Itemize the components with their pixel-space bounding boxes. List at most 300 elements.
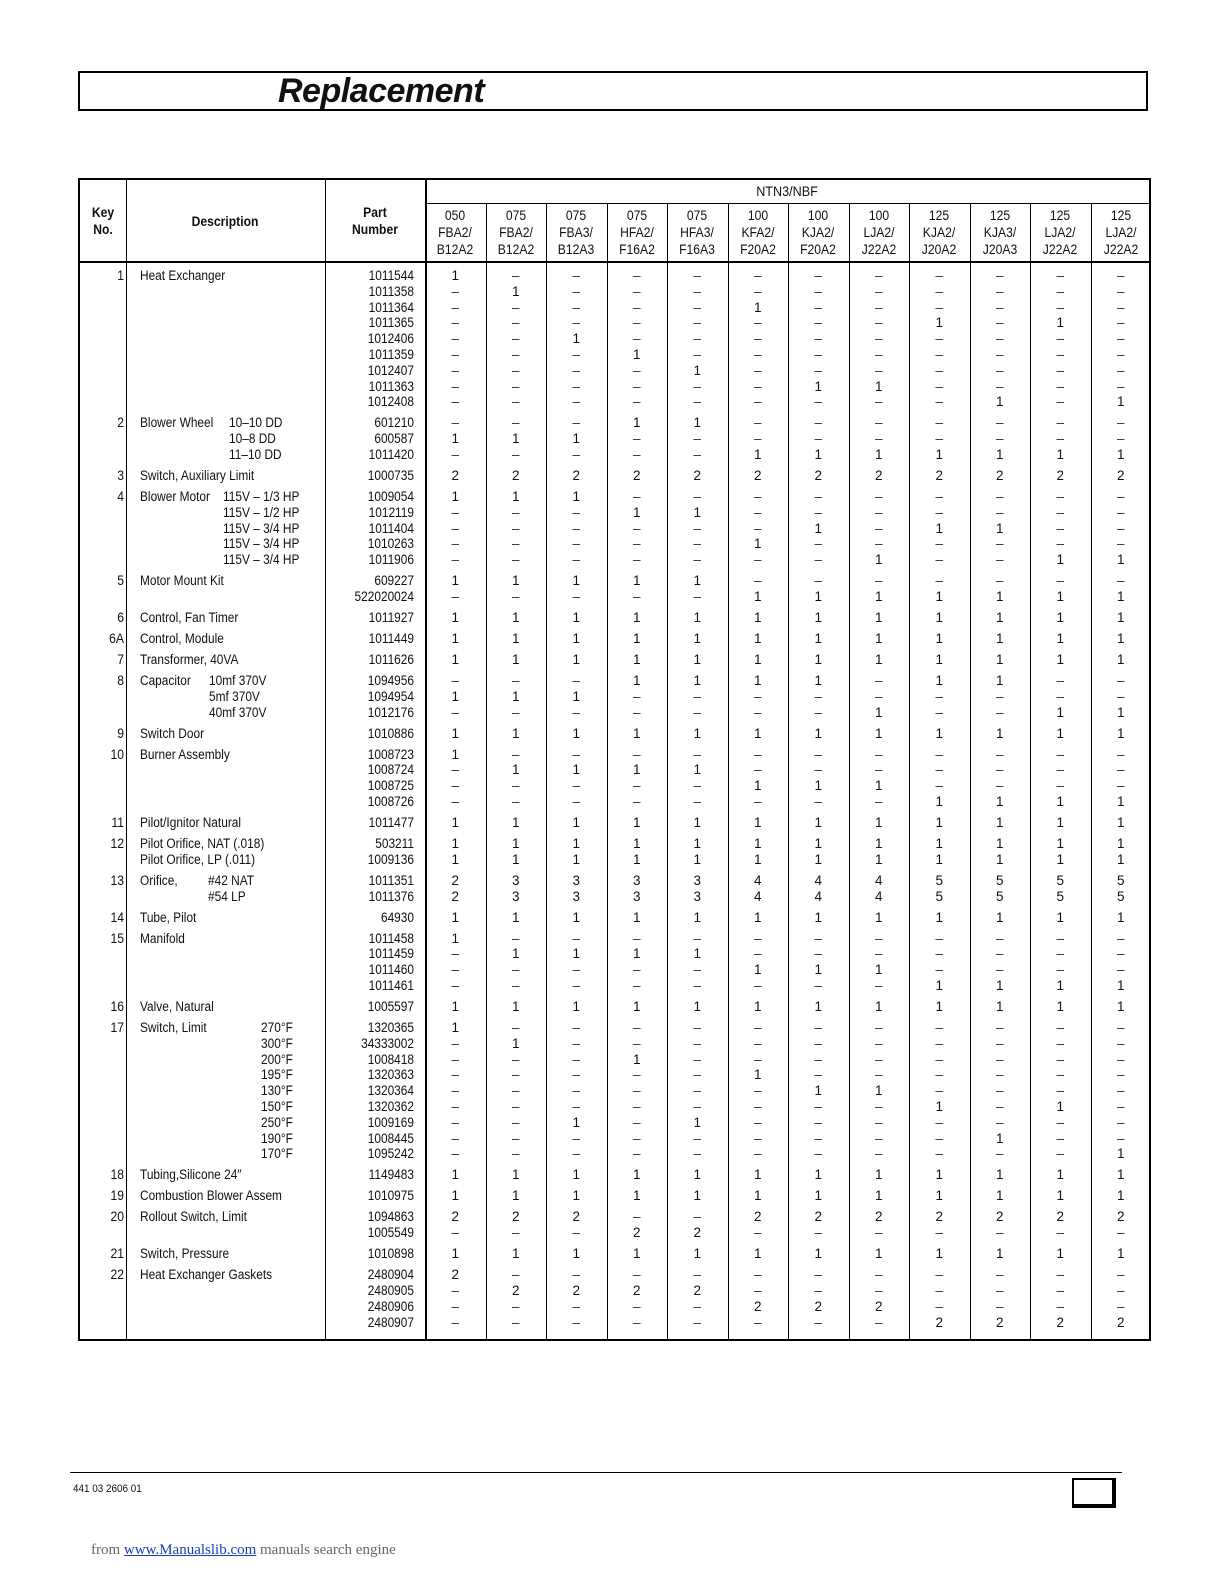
quantity-cell: –	[874, 347, 883, 362]
quantity-cell: 1	[1056, 652, 1064, 667]
quantity-cell: –	[874, 978, 883, 993]
quantity-cell: 1	[874, 589, 883, 604]
key-number: 13	[110, 872, 124, 888]
quantity-cell: –	[995, 378, 1004, 394]
quantity-cell: 1	[753, 778, 762, 794]
quantity-cell: 1	[693, 652, 701, 667]
quantity-cell: 1	[753, 815, 762, 830]
quantity-cell: –	[511, 1146, 520, 1162]
quantity-cell: 1	[511, 573, 520, 589]
model-header-line: LJA2/	[1044, 225, 1076, 240]
quantity-cell: –	[1116, 746, 1125, 762]
quantity-cell: –	[1056, 431, 1064, 447]
quantity-cell: 2	[572, 468, 580, 483]
part-description: Manifold	[140, 930, 185, 946]
quantity-cell: 1	[753, 652, 762, 667]
part-number: 1005549	[367, 1225, 414, 1241]
part-variant-label: 250°F	[261, 1114, 293, 1130]
key-number: 16	[110, 999, 124, 1014]
quantity-cell: –	[511, 415, 520, 431]
quantity-cell: –	[511, 1083, 520, 1099]
part-variant-label: Pilot Orifice, LP (.011)	[140, 851, 256, 867]
quantity-cell: –	[1056, 1035, 1064, 1051]
quantity-cell: –	[995, 1083, 1004, 1099]
quantity-cell: –	[874, 1283, 883, 1298]
quantity-cell: –	[874, 1067, 883, 1083]
quantity-cell: 3	[632, 888, 641, 904]
quantity-cell: 1	[935, 589, 943, 604]
part-number: 522020024	[354, 589, 414, 604]
quantity-cell: 1	[814, 851, 822, 867]
source-prefix: from	[91, 1542, 121, 1558]
quantity-cell: –	[451, 1146, 459, 1162]
quantity-cell: 1	[511, 762, 520, 778]
quantity-cell: 1	[511, 836, 520, 851]
quantity-cell: 2	[995, 1209, 1004, 1225]
quantity-cell: –	[995, 1146, 1004, 1162]
quantity-cell: 2	[995, 468, 1004, 483]
quantity-cell: 1	[511, 283, 520, 299]
quantity-cell: –	[451, 1035, 459, 1051]
part-variant-label: 300°F	[261, 1035, 293, 1051]
key-number: 9	[117, 725, 124, 741]
quantity-cell: 1	[693, 362, 701, 378]
quantity-cell: 1	[1056, 978, 1064, 993]
model-column-header	[489, 207, 543, 258]
quantity-cell: –	[572, 1130, 580, 1146]
quantity-cell: –	[451, 552, 459, 568]
part-number: 1094956	[367, 673, 414, 688]
quantity-cell: 2	[451, 872, 459, 888]
quantity-cell: 2	[874, 1298, 883, 1314]
quantity-cell: –	[814, 1225, 822, 1241]
quantity-cell: –	[632, 362, 641, 378]
part-number: 1011626	[368, 652, 414, 667]
quantity-cell: –	[814, 299, 822, 315]
quantity-cell: –	[1116, 378, 1125, 394]
quantity-cell: –	[511, 778, 520, 794]
part-description: Tubing,Silicone 24″	[140, 1167, 242, 1183]
quantity-cell: –	[572, 746, 580, 762]
quantity-cell: 2	[874, 468, 883, 483]
model-header-line: J22A2	[1043, 242, 1078, 257]
quantity-cell: –	[693, 268, 701, 283]
quantity-cell: –	[874, 946, 883, 962]
quantity-cell: 1	[451, 725, 459, 741]
manualslib-link[interactable]: www.Manualslib.com	[123, 1542, 257, 1558]
quantity-cell: 1	[632, 610, 641, 625]
model-header-line: 075	[626, 208, 647, 223]
quantity-cell: 1	[995, 447, 1004, 462]
quantity-cell: –	[753, 552, 762, 568]
quantity-cell: 1	[632, 851, 641, 867]
quantity-cell: –	[693, 1051, 701, 1067]
quantity-cell: –	[632, 299, 641, 315]
quantity-cell: 1	[874, 652, 883, 667]
part-number: 1011459	[368, 946, 414, 962]
quantity-cell: 1	[935, 794, 943, 809]
quantity-cell: –	[814, 347, 822, 362]
quantity-cell: 1	[995, 794, 1004, 809]
part-number: 1011906	[368, 552, 414, 568]
quantity-cell: 1	[995, 909, 1004, 925]
quantity-cell: –	[632, 1067, 641, 1083]
quantity-cell: –	[874, 489, 883, 504]
quantity-cell: 1	[693, 851, 701, 867]
quantity-cell: –	[753, 1146, 762, 1162]
quantity-cell: 1	[693, 762, 701, 778]
quantity-cell: 1	[874, 851, 883, 867]
model-header-line: J22A2	[861, 242, 896, 257]
quantity-cell: 1	[874, 1246, 883, 1262]
quantity-cell: –	[451, 1298, 459, 1314]
quantity-cell: 1	[451, 930, 459, 946]
quantity-cell: 2	[753, 468, 762, 483]
quantity-cell: –	[753, 1283, 762, 1298]
quantity-cell: –	[511, 1225, 520, 1241]
quantity-cell: 1	[814, 778, 822, 794]
quantity-cell: –	[511, 378, 520, 394]
quantity-cell: –	[995, 268, 1004, 283]
quantity-cell: 1	[572, 999, 580, 1014]
column-divider	[126, 180, 127, 1339]
title-banner	[78, 71, 1148, 111]
quantity-cell: 1	[753, 1067, 762, 1083]
quantity-cell: –	[572, 347, 580, 362]
quantity-cell: –	[935, 962, 943, 978]
quantity-cell: 1	[693, 1167, 701, 1183]
quantity-cell: –	[753, 946, 762, 962]
quantity-cell: –	[814, 762, 822, 778]
quantity-cell: 1	[451, 631, 459, 646]
quantity-cell: 1	[814, 631, 822, 646]
quantity-cell: –	[935, 362, 943, 378]
quantity-cell: 1	[814, 725, 822, 741]
quantity-cell: –	[753, 1020, 762, 1035]
part-number: 2480905	[367, 1283, 414, 1298]
part-number: 1010263	[367, 536, 414, 552]
quantity-cell: –	[632, 447, 641, 462]
quantity-cell: 2	[935, 1209, 943, 1225]
quantity-cell: –	[1056, 504, 1064, 520]
quantity-cell: 5	[1056, 872, 1064, 888]
quantity-cell: –	[693, 688, 701, 704]
quantity-cell: –	[451, 978, 459, 993]
quantity-cell: –	[995, 1067, 1004, 1083]
quantity-cell: 1	[935, 851, 943, 867]
quantity-cell: –	[814, 794, 822, 809]
quantity-cell: –	[632, 1099, 641, 1114]
quantity-cell: –	[935, 778, 943, 794]
part-variant-label: 270°F	[261, 1020, 293, 1035]
key-number: 4	[117, 489, 124, 504]
quantity-cell: –	[814, 415, 822, 431]
quantity-cell: 1	[1056, 815, 1064, 830]
quantity-cell: –	[1056, 1020, 1064, 1035]
quantity-cell: –	[632, 978, 641, 993]
quantity-cell: –	[753, 431, 762, 447]
quantity-cell: 1	[632, 573, 641, 589]
quantity-cell: –	[995, 1035, 1004, 1051]
quantity-cell: –	[1116, 1051, 1125, 1067]
quantity-cell: –	[753, 1314, 762, 1330]
quantity-cell: –	[995, 347, 1004, 362]
quantity-cell: –	[935, 489, 943, 504]
quantity-cell: –	[874, 394, 883, 410]
quantity-cell: –	[1056, 489, 1064, 504]
quantity-cell: –	[1056, 1083, 1064, 1099]
model-column-header	[912, 207, 966, 258]
quantity-cell: 2	[693, 1225, 701, 1241]
quantity-cell: 1	[572, 631, 580, 646]
quantity-cell: –	[995, 946, 1004, 962]
model-column-divider	[1091, 204, 1092, 1339]
quantity-cell: 1	[1056, 631, 1064, 646]
quantity-cell: 1	[874, 909, 883, 925]
quantity-cell: 2	[451, 1267, 459, 1283]
quantity-cell: 1	[753, 909, 762, 925]
quantity-cell: 1	[1056, 851, 1064, 867]
quantity-cell: –	[572, 315, 580, 331]
quantity-cell: 1	[572, 762, 580, 778]
quantity-cell: –	[511, 315, 520, 331]
quantity-cell: 1	[632, 631, 641, 646]
quantity-cell: –	[1116, 1225, 1125, 1241]
part-description: Blower Wheel	[140, 415, 214, 431]
quantity-cell: –	[874, 283, 883, 299]
part-description: Burner Assembly	[140, 746, 230, 762]
quantity-cell: –	[632, 688, 641, 704]
quantity-cell: 1	[572, 815, 580, 830]
part-number: 1095242	[367, 1146, 414, 1162]
quantity-cell: –	[1056, 1051, 1064, 1067]
quantity-cell: –	[814, 268, 822, 283]
quantity-cell: 1	[511, 725, 520, 741]
part-number: 1009169	[367, 1114, 414, 1130]
quantity-cell: 1	[753, 962, 762, 978]
quantity-cell: –	[935, 431, 943, 447]
quantity-cell: –	[935, 930, 943, 946]
quantity-cell: –	[814, 978, 822, 993]
quantity-cell: –	[814, 362, 822, 378]
part-description: Rollout Switch, Limit	[140, 1209, 247, 1225]
quantity-cell: –	[693, 1314, 701, 1330]
quantity-cell: –	[693, 394, 701, 410]
quantity-cell: 1	[874, 631, 883, 646]
quantity-cell: 1	[995, 999, 1004, 1014]
quantity-cell: –	[693, 1020, 701, 1035]
quantity-cell: –	[753, 1051, 762, 1067]
quantity-cell: 2	[753, 1209, 762, 1225]
quantity-cell: 1	[995, 815, 1004, 830]
quantity-cell: 1	[1056, 704, 1064, 720]
quantity-cell: 2	[511, 1209, 520, 1225]
model-column-header	[1033, 207, 1087, 258]
quantity-cell: –	[451, 1067, 459, 1083]
quantity-cell: –	[935, 1298, 943, 1314]
quantity-cell: 1	[451, 1246, 459, 1262]
quantity-cell: –	[995, 283, 1004, 299]
quantity-cell: 2	[1056, 1314, 1064, 1330]
quantity-cell: –	[995, 552, 1004, 568]
quantity-cell: –	[1056, 536, 1064, 552]
quantity-cell: –	[451, 378, 459, 394]
quantity-cell: –	[874, 1146, 883, 1162]
quantity-cell: –	[572, 1035, 580, 1051]
part-number: 600587	[374, 431, 414, 447]
quantity-cell: 1	[632, 1051, 641, 1067]
quantity-cell: 1	[874, 1083, 883, 1099]
quantity-cell: –	[511, 1051, 520, 1067]
quantity-cell: –	[814, 573, 822, 589]
quantity-cell: –	[511, 978, 520, 993]
quantity-cell: –	[1116, 1083, 1125, 1099]
quantity-cell: 4	[874, 888, 883, 904]
quantity-cell: 1	[1116, 589, 1125, 604]
quantity-cell: 1	[632, 1188, 641, 1204]
quantity-cell: –	[511, 299, 520, 315]
quantity-cell: 3	[693, 888, 701, 904]
model-column-divider	[909, 204, 910, 1339]
quantity-cell: –	[511, 1067, 520, 1083]
key-number: 19	[110, 1188, 124, 1204]
quantity-cell: –	[1116, 536, 1125, 552]
quantity-cell: –	[632, 315, 641, 331]
model-column-header	[1094, 207, 1148, 258]
quantity-cell: –	[814, 688, 822, 704]
quantity-cell: 1	[572, 851, 580, 867]
quantity-cell: –	[1116, 762, 1125, 778]
quantity-cell: –	[693, 1267, 701, 1283]
quantity-cell: –	[935, 1225, 943, 1241]
quantity-cell: –	[874, 1114, 883, 1130]
quantity-cell: 1	[632, 652, 641, 667]
quantity-cell: 5	[995, 888, 1004, 904]
quantity-cell: 1	[1056, 1246, 1064, 1262]
quantity-cell: 1	[1056, 1099, 1064, 1114]
quantity-cell: –	[935, 704, 943, 720]
quantity-cell: 1	[693, 610, 701, 625]
quantity-cell: –	[935, 1067, 943, 1083]
quantity-cell: 4	[814, 872, 822, 888]
quantity-cell: 1	[1116, 1146, 1125, 1162]
part-number: 1010898	[367, 1246, 414, 1262]
quantity-cell: –	[693, 347, 701, 362]
quantity-cell: –	[753, 331, 762, 347]
part-number: 1011376	[368, 888, 414, 904]
model-header-line: FBA2/	[498, 225, 533, 240]
quantity-cell: –	[511, 962, 520, 978]
quantity-cell: 1	[693, 1114, 701, 1130]
quantity-cell: –	[632, 962, 641, 978]
quantity-cell: 1	[511, 1035, 520, 1051]
quantity-cell: 1	[995, 589, 1004, 604]
part-number: 1011404	[368, 520, 414, 536]
quantity-cell: 1	[753, 589, 762, 604]
quantity-cell: –	[451, 1283, 459, 1298]
quantity-cell: –	[1056, 930, 1064, 946]
quantity-cell: 2	[1056, 468, 1064, 483]
quantity-cell: 1	[1116, 836, 1125, 851]
quantity-cell: 1	[935, 447, 943, 462]
quantity-cell: 1	[1116, 909, 1125, 925]
quantity-cell: 1	[995, 631, 1004, 646]
quantity-cell: 1	[935, 315, 943, 331]
quantity-cell: 1	[1056, 909, 1064, 925]
quantity-cell: –	[451, 520, 459, 536]
quantity-cell: –	[1116, 315, 1125, 331]
quantity-cell: –	[693, 978, 701, 993]
quantity-cell: –	[814, 704, 822, 720]
part-number: 1094954	[367, 688, 414, 704]
quantity-cell: –	[753, 504, 762, 520]
quantity-cell: 1	[451, 268, 459, 283]
quantity-cell: –	[995, 315, 1004, 331]
quantity-cell: –	[995, 489, 1004, 504]
part-number: 1011477	[368, 815, 414, 830]
quantity-cell: 1	[814, 1167, 822, 1183]
quantity-cell: 1	[874, 1167, 883, 1183]
quantity-cell: –	[572, 1225, 580, 1241]
quantity-cell: –	[632, 1020, 641, 1035]
quantity-cell: –	[451, 946, 459, 962]
model-header-line: 125	[989, 208, 1010, 223]
quantity-cell: –	[451, 1114, 459, 1130]
quantity-cell: –	[511, 362, 520, 378]
quantity-cell: –	[1056, 1067, 1064, 1083]
quantity-cell: –	[693, 704, 701, 720]
part-number: 1011359	[368, 347, 414, 362]
quantity-cell: –	[874, 1225, 883, 1241]
model-column-header	[973, 207, 1027, 258]
model-header-line: B12A2	[497, 242, 534, 257]
quantity-cell: 1	[632, 999, 641, 1014]
quantity-cell: –	[572, 1146, 580, 1162]
quantity-cell: –	[632, 520, 641, 536]
quantity-cell: –	[1056, 299, 1064, 315]
quantity-cell: –	[572, 1314, 580, 1330]
quantity-cell: 3	[572, 872, 580, 888]
key-number: 7	[117, 652, 124, 667]
part-number: 1008725	[367, 778, 414, 794]
quantity-cell: 3	[632, 872, 641, 888]
model-header-line: J20A3	[982, 242, 1017, 257]
quantity-cell: 1	[753, 836, 762, 851]
quantity-cell: 1	[814, 378, 822, 394]
quantity-cell: 2	[935, 468, 943, 483]
part-number-header: Part Number	[352, 205, 398, 237]
quantity-cell: –	[935, 1114, 943, 1130]
column-divider	[325, 180, 326, 1339]
quantity-cell: 2	[632, 468, 641, 483]
model-column-divider	[546, 204, 547, 1339]
quantity-cell: –	[572, 394, 580, 410]
quantity-cell: 1	[511, 489, 520, 504]
key-number: 5	[117, 573, 124, 589]
quantity-cell: 3	[511, 888, 520, 904]
quantity-cell: 1	[753, 631, 762, 646]
quantity-cell: 1	[572, 610, 580, 625]
key-number: 22	[110, 1267, 124, 1283]
quantity-cell: –	[1116, 431, 1125, 447]
quantity-cell: –	[511, 520, 520, 536]
quantity-cell: –	[1056, 1146, 1064, 1162]
quantity-cell: 1	[572, 652, 580, 667]
quantity-cell: –	[814, 1067, 822, 1083]
model-column-header	[428, 207, 482, 258]
part-number: 1011351	[368, 872, 414, 888]
key-number: 17	[110, 1020, 124, 1035]
